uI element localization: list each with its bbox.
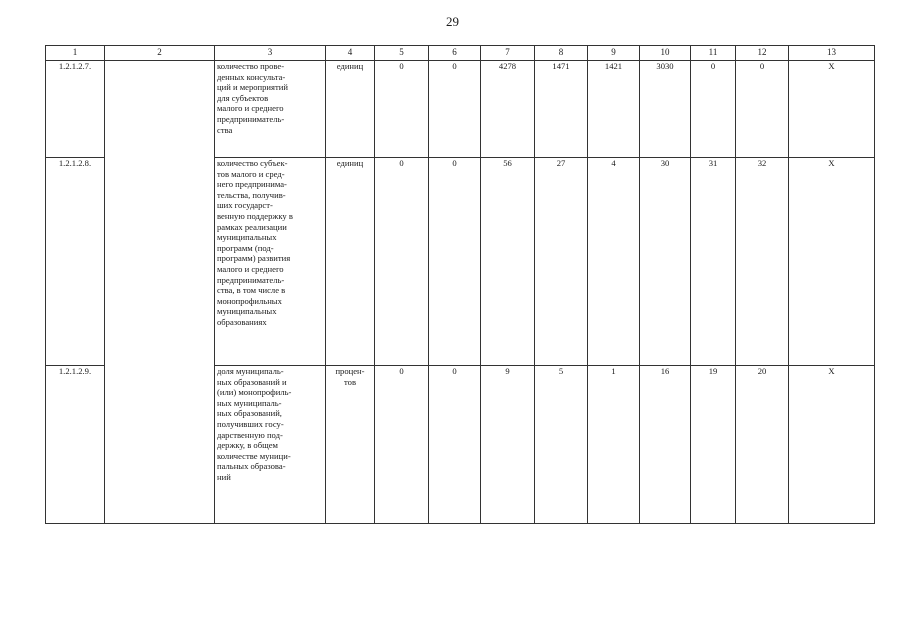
description-line: него предпринима-	[217, 179, 287, 190]
description-line: рамках реализации	[217, 221, 287, 232]
row-code: 1.2.1.2.7.	[46, 61, 105, 158]
description-line: тельства, получив-	[217, 189, 286, 200]
row-description	[215, 158, 326, 366]
row-description	[215, 366, 326, 524]
value-cell: 1	[588, 366, 640, 524]
value-cell: 27	[535, 158, 588, 366]
header-row	[46, 46, 875, 61]
unit-line: тов	[344, 376, 356, 387]
description-line: ства, в том числе в	[217, 285, 286, 296]
value-cell: 4	[588, 158, 640, 366]
column-header: 1	[46, 46, 105, 61]
description-line: образованиях	[217, 316, 267, 327]
value-cell: 5	[535, 366, 588, 524]
value-cell: 19	[691, 366, 736, 524]
column-header: 3	[215, 46, 326, 61]
indicators-table	[45, 45, 875, 524]
unit-line: единиц	[336, 158, 364, 168]
description-line: количество субъек-	[217, 158, 288, 168]
value-cell: 1471	[535, 61, 588, 158]
description-line: (или) монопрофиль-	[217, 387, 292, 398]
description-line: предприниматель-	[217, 113, 285, 124]
description-line: ных образований,	[217, 408, 282, 419]
column-header: 11	[691, 46, 736, 61]
value-cell: 0	[691, 61, 736, 158]
description-line: ших государст-	[217, 200, 273, 211]
description-line: программ (под-	[217, 242, 274, 253]
description-line: ных муниципаль-	[217, 397, 282, 408]
value-cell: 0	[375, 61, 429, 158]
description-line: малого и среднего	[217, 263, 284, 274]
value-cell: 0	[375, 158, 429, 366]
description-line: ных образований и	[217, 376, 287, 387]
table-row	[46, 61, 875, 158]
description-line: дарственную под-	[217, 429, 283, 440]
description-line: доля муниципаль-	[217, 366, 284, 376]
value-cell: 0	[429, 158, 481, 366]
value-cell: 32	[736, 158, 789, 366]
value-cell: Х	[789, 366, 875, 524]
description-line: венную поддержку в	[217, 210, 293, 221]
value-cell: 4278	[481, 61, 535, 158]
merged-empty-cell	[105, 61, 215, 524]
column-header: 8	[535, 46, 588, 61]
unit-line: процен-	[335, 366, 365, 376]
column-header: 10	[640, 46, 691, 61]
value-cell: 0	[375, 366, 429, 524]
column-header: 7	[481, 46, 535, 61]
description-line: денных консульта-	[217, 71, 286, 82]
description-line: монопрофильных	[217, 295, 282, 306]
description-line: предприниматель-	[217, 274, 285, 285]
row-unit	[326, 366, 375, 524]
description-line: количестве муници-	[217, 450, 291, 461]
description-line: тов малого и сред-	[217, 168, 285, 179]
value-cell: 30	[640, 158, 691, 366]
value-cell: 1421	[588, 61, 640, 158]
value-cell: Х	[789, 158, 875, 366]
column-header: 2	[105, 46, 215, 61]
description-line: получивших госу-	[217, 418, 284, 429]
description-line: муниципальных	[217, 232, 277, 243]
description-line: программ) развития	[217, 253, 291, 264]
value-cell: 3030	[640, 61, 691, 158]
value-cell: 16	[640, 366, 691, 524]
row-unit	[326, 61, 375, 158]
column-header: 12	[736, 46, 789, 61]
description-line: муниципальных	[217, 306, 277, 317]
value-cell: 20	[736, 366, 789, 524]
value-cell: 9	[481, 366, 535, 524]
row-description	[215, 61, 326, 158]
column-header: 5	[375, 46, 429, 61]
description-line: для субъектов	[217, 92, 269, 103]
column-header: 13	[789, 46, 875, 61]
row-code: 1.2.1.2.9.	[46, 366, 105, 524]
value-cell: 0	[429, 61, 481, 158]
value-cell: 31	[691, 158, 736, 366]
description-line: малого и среднего	[217, 103, 284, 114]
column-header: 4	[326, 46, 375, 61]
column-header: 9	[588, 46, 640, 61]
description-line: ций и мероприятий	[217, 82, 288, 93]
description-line: держку, в общем	[217, 440, 278, 451]
row-unit	[326, 158, 375, 366]
value-cell: 0	[429, 366, 481, 524]
page-number: 29	[446, 14, 459, 29]
unit-line: единиц	[336, 61, 364, 71]
description-line: ний	[217, 471, 231, 482]
description-line: пальных образова-	[217, 461, 286, 472]
value-cell: 56	[481, 158, 535, 366]
row-code: 1.2.1.2.8.	[46, 158, 105, 366]
value-cell: 0	[736, 61, 789, 158]
description-line: ства	[217, 124, 233, 135]
description-line: количество прове-	[217, 61, 285, 71]
column-header: 6	[429, 46, 481, 61]
value-cell: Х	[789, 61, 875, 158]
